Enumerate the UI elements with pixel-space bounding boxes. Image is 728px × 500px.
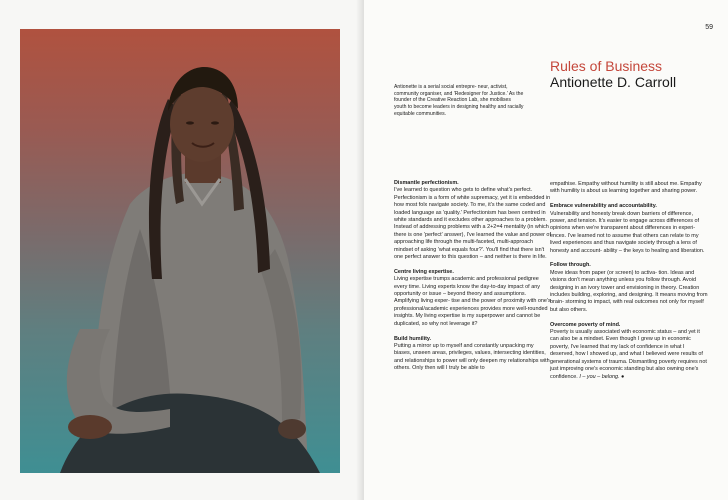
section-title: Rules of Business: [550, 58, 663, 74]
rule-block: [550, 262, 708, 314]
rule-heading: Follow through.: [550, 262, 591, 269]
person-name: Antionette D. Carroll: [550, 74, 677, 90]
portrait-illustration: [20, 29, 340, 473]
portrait-photo: [20, 29, 340, 473]
end-mark-icon: ●: [621, 373, 625, 380]
page-number: 59: [705, 24, 713, 31]
intro-paragraph: Antionette is a serial social entrepre- neur, activist, community organiser, and 'Redesigner for Justice.' As the founder of the Creative Reaction Lab, she mobilises youth to become leaders in designing healthy and racially equitable communities.: [394, 84, 524, 117]
rule-continuation: [550, 181, 708, 196]
right-page: [364, 0, 728, 500]
rule-heading: Overcome poverty of mind.: [550, 321, 621, 328]
text-column-left: [394, 180, 552, 380]
rule-body: Vulnerability and honesty break down barriers of difference, power, and tension. It's easier to engage across differences of opinions when we're transparent about differences in experi- ences. I've learned not to assume that others can relate to my lived experiences and thus navigate society through a lens of honesty and account- ability – the keys to healing and liberation.: [550, 210, 705, 254]
text-column-right: [550, 181, 708, 388]
rule-block: [394, 269, 552, 328]
rule-block: [550, 203, 708, 255]
rule-heading: Build humility.: [394, 335, 432, 342]
rule-body: Move ideas from paper (or screen) to activa- tion. Ideas and visions don't mean anything unless you follow through. Avoid designing in an ivory tower and envisioning in theory. Creation includes building, exploring, and designing. It means moving from brain- storming to impact, with real outcomes not only for myself but also others.: [550, 269, 708, 313]
rule-body: empathise. Empathy without humility is still about me. Empathy with humility is about us learning together and sharing power.: [550, 181, 702, 195]
rule-heading: Centre living expertise.: [394, 268, 454, 275]
rule-heading: Dismantle perfectionism.: [394, 180, 459, 186]
rule-body: Putting a mirror up to myself and constantly unpacking my biases, unseen areas, privileges, values, intersecting identities, and relationships to power will only deepen my relationships with others. Only then will I truly be able to: [394, 342, 550, 372]
rule-body: Living expertise trumps academic and professional pedigree every time. Living experts know the day-to-day impact of any opportunity or issue – beyond theory and assumptions. Amplifying living exper- tise and the power of proximity with one's professional/academic experiences provides more well-rounded insights. My living expertise is my superpower and cannot be duplicated, so why not leverage it?: [394, 276, 551, 327]
rule-block: [394, 180, 552, 261]
rule-heading: Embrace vulnerability and accountability.: [550, 203, 657, 210]
rule-block: [550, 322, 708, 381]
rule-body: I've learned to question who gets to define what's perfect. Perfectionism is a form of white supremacy, yet it is embedded in how most folx navigate society. To me, it's the same coded and loaded language as 'quality.' Perfectionism has been centred in white standards and it excludes other approaches to a problem. Instead of addressing problems with a 2+2=4 mentality (in which there is one 'perfect' answer), I've learned the value and power of approaching life through the multi-faceted, multi-approach mindset of asking 'what equals four?'. You'll find that there isn't one perfect answer to this question – and neither is there in life.: [394, 187, 551, 261]
rule-body: Poverty is usually associated with economic status – and yet it can also be a mindset. Even though I grew up in economic poverty, I've learned that my lack of confidence in what I deserved, how I showed up, and what I believed were results of generational systems of trauma. Dismantling poverty requires not just improving one's economic standing but also owning one's confidence.: [550, 329, 707, 380]
rule-block: [394, 336, 552, 373]
closing-phrase: I – you – belong.: [579, 373, 622, 380]
